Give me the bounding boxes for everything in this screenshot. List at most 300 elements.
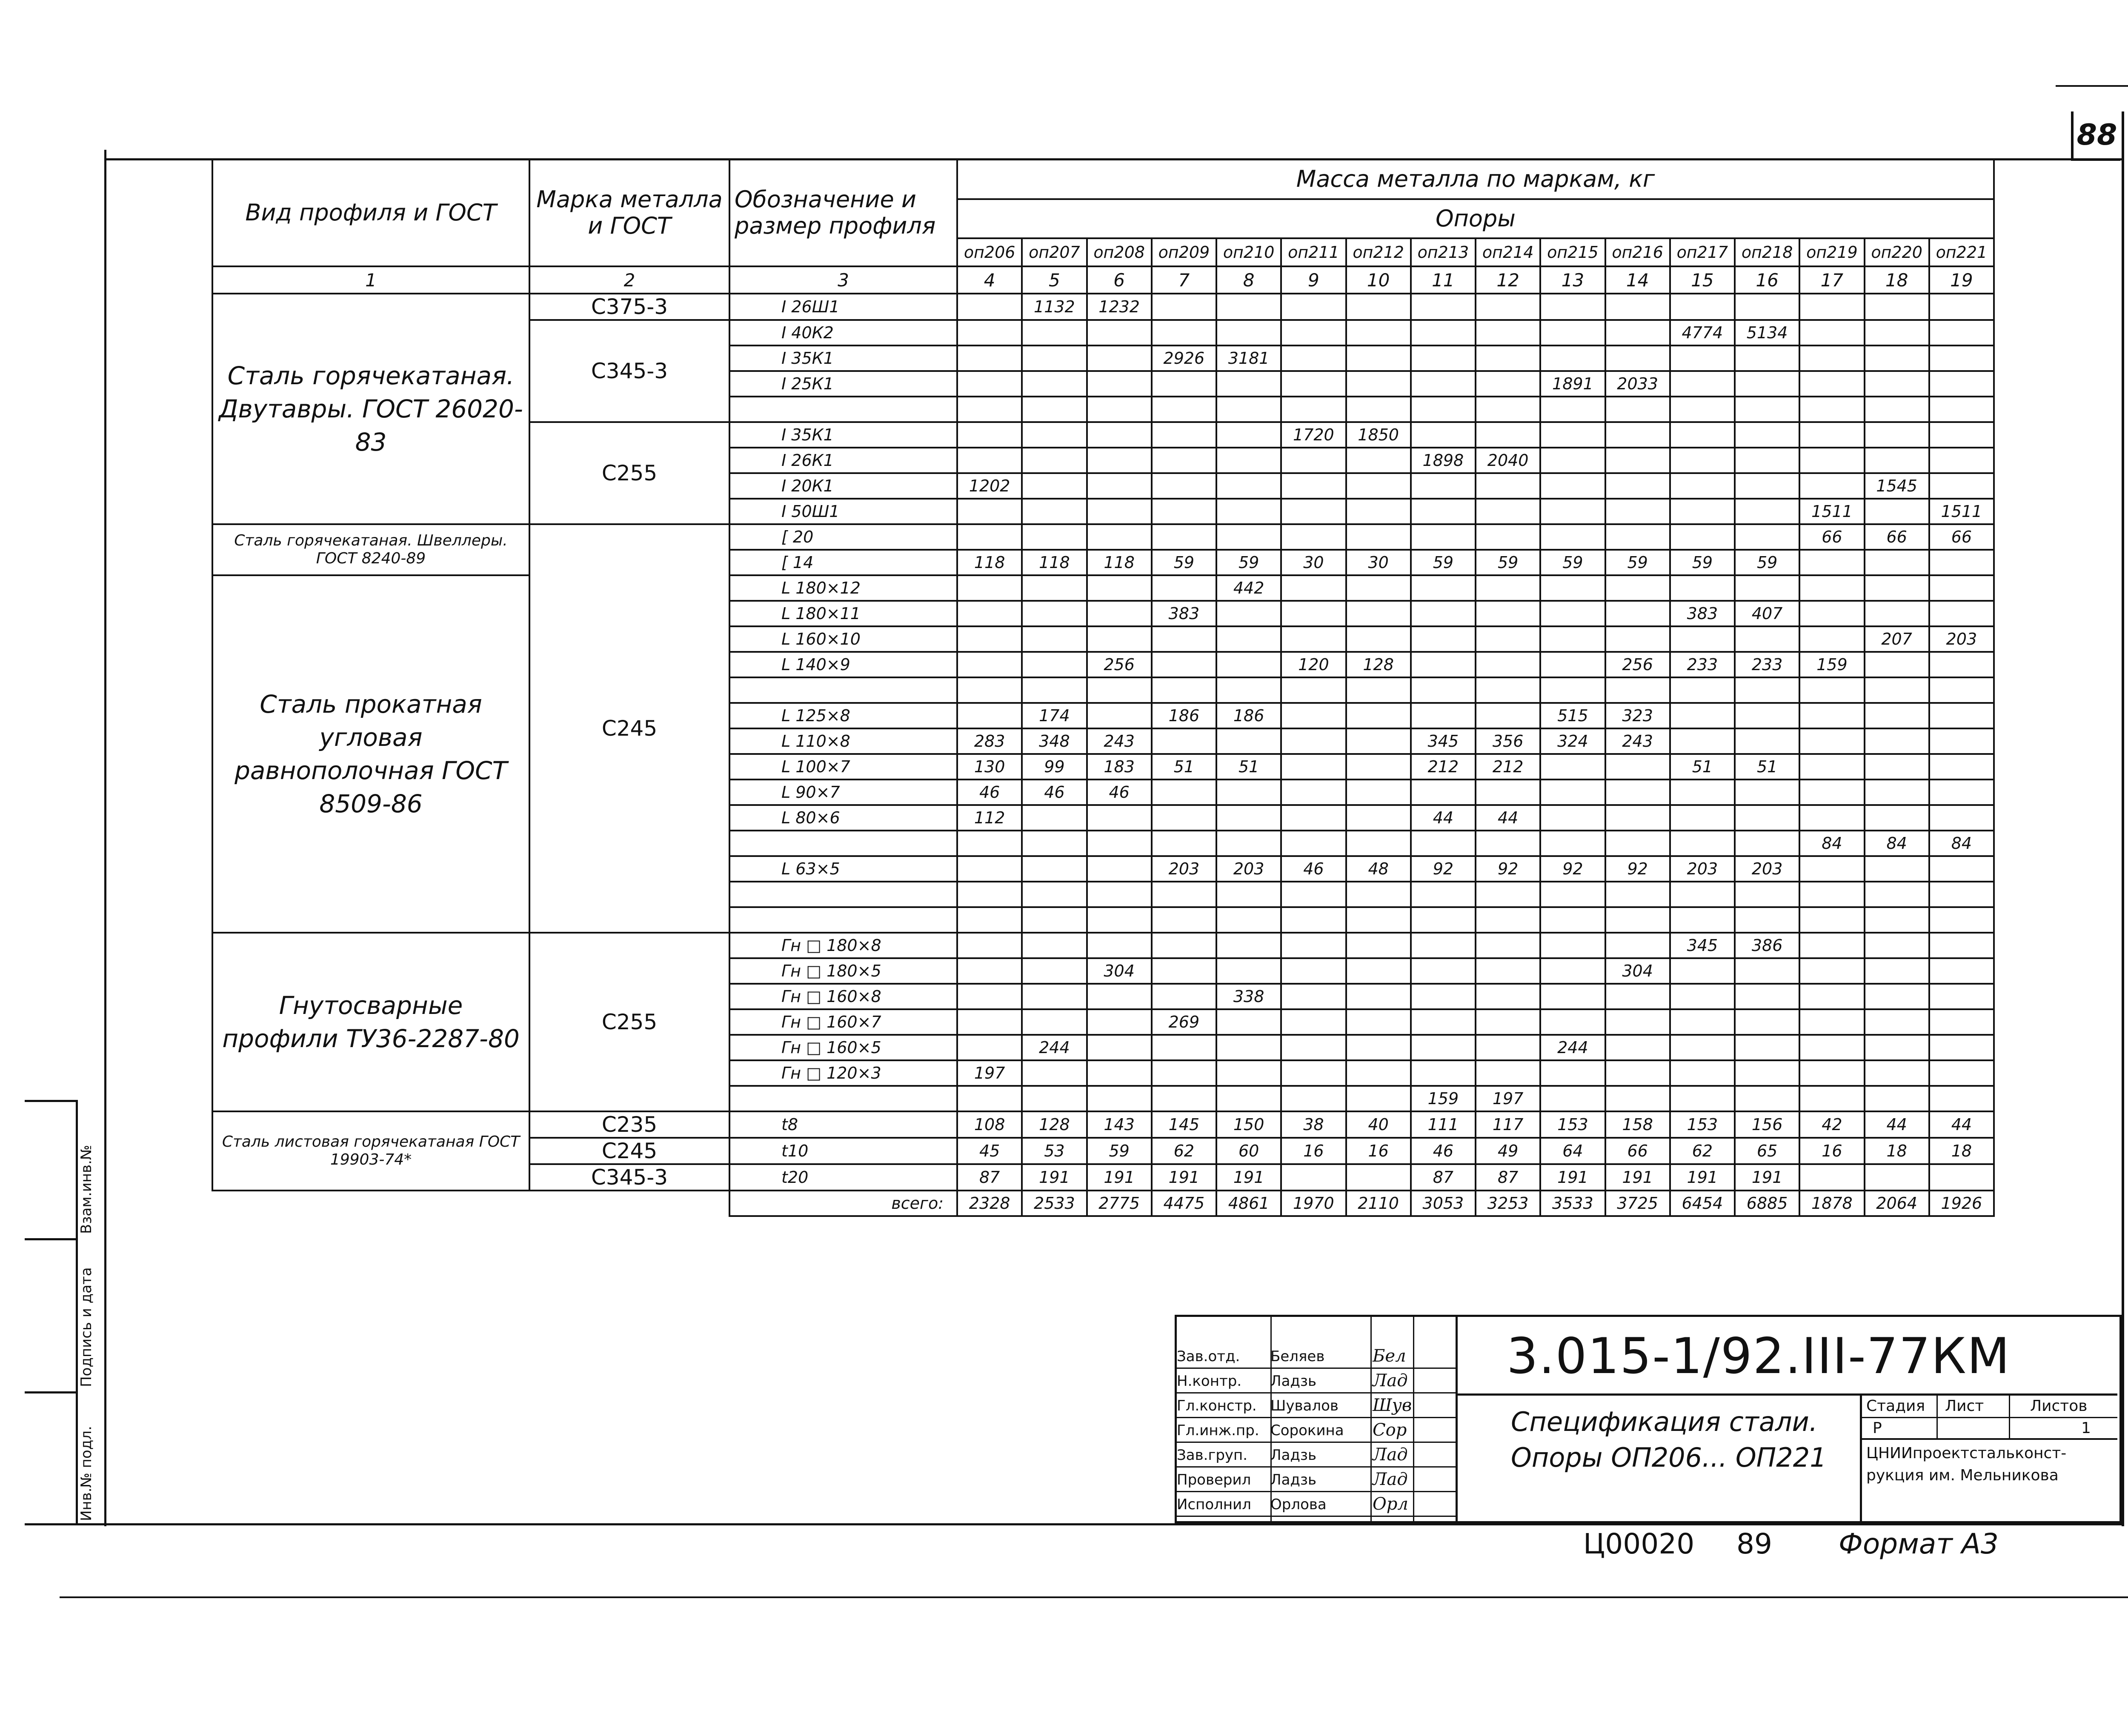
profile-size <box>729 882 957 907</box>
mass-value <box>1216 933 1281 958</box>
mass-value: 30 <box>1281 550 1346 575</box>
mass-value <box>1799 703 1864 728</box>
mass-value <box>1281 984 1346 1009</box>
mass-value: 66 <box>1865 524 1929 550</box>
paper-format: Формат А3 <box>1839 1528 1999 1560</box>
mass-value <box>1152 1035 1216 1060</box>
mass-value <box>957 958 1022 984</box>
mass-value <box>1022 677 1087 703</box>
mass-value <box>957 677 1022 703</box>
profile-size: t10 <box>729 1138 957 1164</box>
mass-value <box>1411 1060 1476 1086</box>
header-supports: Опоры <box>957 199 1994 238</box>
total-value: 3533 <box>1540 1191 1605 1216</box>
mass-value <box>1346 1086 1411 1111</box>
support-header: оп212 <box>1346 238 1411 266</box>
mass-value <box>1346 473 1411 499</box>
mass-value: 191 <box>1670 1164 1735 1191</box>
mass-value <box>1087 907 1152 933</box>
mass-value: 62 <box>1670 1138 1735 1164</box>
mass-value <box>1929 371 1994 397</box>
mass-value <box>1281 831 1346 856</box>
margin-sign: Подпись и дата <box>78 1267 95 1387</box>
mass-value <box>1540 907 1605 933</box>
mass-value <box>1540 933 1605 958</box>
mass-value: 38 <box>1281 1111 1346 1138</box>
mass-value: 324 <box>1540 728 1605 754</box>
mass-value <box>1087 575 1152 601</box>
mass-value <box>1411 524 1476 550</box>
mass-value <box>1735 626 1799 652</box>
mass-value: 112 <box>957 805 1022 831</box>
mass-value <box>1152 958 1216 984</box>
mass-value: 1898 <box>1411 448 1476 473</box>
mass-value <box>1735 422 1799 448</box>
mass-value <box>1865 984 1929 1009</box>
mass-value <box>1865 805 1929 831</box>
mass-value <box>1216 473 1281 499</box>
mass-value <box>1022 345 1087 371</box>
mass-value: 338 <box>1216 984 1281 1009</box>
signer-name: Ладзь <box>1270 1471 1317 1488</box>
mass-value <box>1216 907 1281 933</box>
mass-value: 130 <box>957 754 1022 779</box>
mass-value: 159 <box>1799 652 1864 677</box>
mass-value <box>1216 320 1281 345</box>
profile-size: I 20К1 <box>729 473 957 499</box>
mass-value <box>1216 626 1281 652</box>
mass-value: 44 <box>1476 805 1540 831</box>
mass-value <box>1087 371 1152 397</box>
mass-value <box>1670 294 1735 320</box>
mass-value <box>1799 907 1864 933</box>
mass-value <box>1281 448 1346 473</box>
mass-value <box>1865 703 1929 728</box>
mass-value: 40 <box>1346 1111 1411 1138</box>
mass-value <box>1670 1009 1735 1035</box>
signature: Лад <box>1373 1470 1408 1489</box>
mass-value <box>1670 882 1735 907</box>
mass-value <box>1865 856 1929 882</box>
mass-value: 158 <box>1605 1111 1670 1138</box>
mass-value <box>1540 882 1605 907</box>
total-value: 6885 <box>1735 1191 1799 1216</box>
mass-value <box>957 907 1022 933</box>
profile-size: L 80×6 <box>729 805 957 831</box>
mass-value <box>1735 805 1799 831</box>
profile-size: Гн □ 160×7 <box>729 1009 957 1035</box>
signature-row <box>1175 1369 1456 1393</box>
signer-name: Сорокина <box>1270 1422 1344 1439</box>
mass-value <box>1540 397 1605 422</box>
mass-value <box>1865 728 1929 754</box>
mass-value <box>1152 320 1216 345</box>
profile-size <box>729 1086 957 1111</box>
mass-value <box>1022 499 1087 524</box>
support-header: оп209 <box>1152 238 1216 266</box>
mass-value <box>1346 907 1411 933</box>
mass-value: 46 <box>1022 779 1087 805</box>
header-mass: Масса металла по маркам, кг <box>957 159 1994 199</box>
mass-value: 174 <box>1022 703 1087 728</box>
mass-value <box>1799 320 1864 345</box>
profile-group: Гнутосварные профили ТУ36-2287-80 <box>212 933 529 1111</box>
mass-value <box>1735 1086 1799 1111</box>
mass-value: 62 <box>1152 1138 1216 1164</box>
mass-value: 64 <box>1540 1138 1605 1164</box>
mass-value <box>1540 294 1605 320</box>
mass-value <box>1799 345 1864 371</box>
mass-value <box>1865 320 1929 345</box>
mass-value <box>1281 1009 1346 1035</box>
mass-value <box>1152 448 1216 473</box>
mass-value <box>1929 1035 1994 1060</box>
column-number: 17 <box>1799 266 1864 294</box>
mass-value <box>1411 831 1476 856</box>
mass-value <box>1476 626 1540 652</box>
mass-value <box>1022 1060 1087 1086</box>
mass-value <box>1865 601 1929 626</box>
mass-value: 515 <box>1540 703 1605 728</box>
mass-value <box>1152 831 1216 856</box>
steel-grade: С245 <box>529 1138 729 1164</box>
mass-value <box>1346 1035 1411 1060</box>
mass-value <box>1476 524 1540 550</box>
mass-value <box>1735 1060 1799 1086</box>
mass-value <box>1929 397 1994 422</box>
signature-row <box>1175 1345 1456 1369</box>
mass-value: 197 <box>1476 1086 1540 1111</box>
total-value: 2533 <box>1022 1191 1087 1216</box>
mass-value <box>1540 601 1605 626</box>
mass-value <box>1865 294 1929 320</box>
mass-value: 1720 <box>1281 422 1346 448</box>
mass-value <box>1605 626 1670 652</box>
mass-value <box>1735 1009 1799 1035</box>
mass-value <box>1152 677 1216 703</box>
mass-value <box>1087 856 1152 882</box>
profile-size <box>729 831 957 856</box>
mass-value <box>1735 882 1799 907</box>
mass-value: 203 <box>1929 626 1994 652</box>
mass-value <box>1476 601 1540 626</box>
mass-value <box>1411 1035 1476 1060</box>
mass-value <box>1799 779 1864 805</box>
mass-value <box>1281 1060 1346 1086</box>
mass-value <box>1346 499 1411 524</box>
mass-value <box>1087 677 1152 703</box>
support-header: оп217 <box>1670 238 1735 266</box>
mass-value <box>1865 397 1929 422</box>
mass-value <box>1411 652 1476 677</box>
mass-value <box>1735 294 1799 320</box>
mass-value <box>1411 294 1476 320</box>
signer-role: Зав.отд. <box>1177 1348 1240 1365</box>
mass-value <box>1216 652 1281 677</box>
mass-value <box>1735 345 1799 371</box>
column-number: 6 <box>1087 266 1152 294</box>
mass-value <box>1735 728 1799 754</box>
mass-value <box>1216 1035 1281 1060</box>
mass-value <box>1411 422 1476 448</box>
mass-value <box>1799 371 1864 397</box>
mass-value: 16 <box>1799 1138 1864 1164</box>
header-designation: Обозначение и размер профиля <box>729 159 957 266</box>
mass-value <box>1216 882 1281 907</box>
mass-value <box>1411 473 1476 499</box>
mass-value <box>1476 677 1540 703</box>
mass-value <box>1087 626 1152 652</box>
mass-value <box>1670 703 1735 728</box>
mass-value: 244 <box>1022 1035 1087 1060</box>
mass-value <box>1929 1060 1994 1086</box>
sheet-label: Лист <box>1945 1397 1984 1415</box>
cut-line-top <box>2056 85 2128 87</box>
mass-value <box>1281 703 1346 728</box>
mass-value: 191 <box>1087 1164 1152 1191</box>
mass-value <box>1735 984 1799 1009</box>
mass-value <box>1216 1009 1281 1035</box>
support-header: оп214 <box>1476 238 1540 266</box>
profile-size: L 180×12 <box>729 575 957 601</box>
mass-value <box>1476 652 1540 677</box>
mass-value <box>1087 320 1152 345</box>
profile-size: L 180×11 <box>729 601 957 626</box>
mass-value: 59 <box>1540 550 1605 575</box>
mass-value: 143 <box>1087 1111 1152 1138</box>
mass-value <box>1605 1086 1670 1111</box>
steel-grade: С345-3 <box>529 320 729 422</box>
mass-value: 1891 <box>1540 371 1605 397</box>
mass-value <box>1152 575 1216 601</box>
margin-vzam: Взам.инв.№ <box>78 1145 95 1234</box>
mass-value <box>1022 473 1087 499</box>
profile-size: I 35К1 <box>729 422 957 448</box>
total-label: всего: <box>729 1191 957 1216</box>
mass-value: 191 <box>1540 1164 1605 1191</box>
support-header: оп219 <box>1799 238 1864 266</box>
mass-value <box>1670 805 1735 831</box>
mass-value: 120 <box>1281 652 1346 677</box>
mass-value <box>1216 677 1281 703</box>
mass-value <box>1799 754 1864 779</box>
mass-value: 46 <box>957 779 1022 805</box>
mass-value <box>1087 1086 1152 1111</box>
mass-value: 1132 <box>1022 294 1087 320</box>
mass-value: 186 <box>1152 703 1216 728</box>
mass-value <box>1799 422 1864 448</box>
mass-value <box>1216 958 1281 984</box>
stage-label: Стадия <box>1866 1397 1925 1415</box>
mass-value <box>1346 831 1411 856</box>
signature: Лад <box>1373 1445 1408 1465</box>
mass-value <box>1087 805 1152 831</box>
mass-value <box>1476 422 1540 448</box>
mass-value <box>1346 754 1411 779</box>
mass-value <box>1670 575 1735 601</box>
mass-value <box>1281 1035 1346 1060</box>
mass-value: 59 <box>1216 550 1281 575</box>
mass-value <box>1670 473 1735 499</box>
mass-value <box>1799 550 1864 575</box>
mass-value <box>1152 294 1216 320</box>
mass-value: 46 <box>1411 1138 1476 1164</box>
column-number: 8 <box>1216 266 1281 294</box>
mass-value <box>957 1086 1022 1111</box>
mass-value <box>1411 601 1476 626</box>
mass-value <box>1540 779 1605 805</box>
mass-value <box>1670 499 1735 524</box>
mass-value <box>1152 805 1216 831</box>
mass-value <box>1411 933 1476 958</box>
mass-value <box>1216 294 1281 320</box>
mass-value <box>1476 831 1540 856</box>
mass-value: 1511 <box>1929 499 1994 524</box>
mass-value <box>1411 703 1476 728</box>
mass-value <box>1281 294 1346 320</box>
mass-value <box>1929 677 1994 703</box>
support-header: оп207 <box>1022 238 1087 266</box>
organization: ЦНИИпроектстальконст- рукция им. Мельникова <box>1866 1445 2067 1484</box>
mass-value <box>1411 984 1476 1009</box>
mass-value <box>1540 754 1605 779</box>
sheets-label: Листов <box>2030 1397 2088 1415</box>
mass-value: 1202 <box>957 473 1022 499</box>
mass-value <box>1605 1009 1670 1035</box>
column-number: 7 <box>1152 266 1216 294</box>
mass-value <box>957 831 1022 856</box>
header-mark: Марка металла и ГОСТ <box>529 159 729 266</box>
total-row <box>212 1191 1994 1216</box>
mass-value: 84 <box>1865 831 1929 856</box>
mass-value <box>1605 499 1670 524</box>
mass-value <box>1799 958 1864 984</box>
mass-value: 66 <box>1929 524 1994 550</box>
mass-value <box>1670 907 1735 933</box>
mass-value <box>1476 882 1540 907</box>
mass-value: 51 <box>1216 754 1281 779</box>
mass-value <box>1476 371 1540 397</box>
mass-value <box>1411 882 1476 907</box>
mass-value <box>1022 422 1087 448</box>
mass-value <box>1022 933 1087 958</box>
signer-role: Гл.констр. <box>1177 1397 1257 1414</box>
support-header: оп211 <box>1281 238 1346 266</box>
mass-value <box>1022 805 1087 831</box>
sheets-value: 1 <box>2081 1419 2091 1437</box>
total-value: 4475 <box>1152 1191 1216 1216</box>
mass-value <box>1152 626 1216 652</box>
mass-value <box>1929 779 1994 805</box>
mass-value <box>957 345 1022 371</box>
mass-value <box>1476 703 1540 728</box>
mass-value: 304 <box>1605 958 1670 984</box>
mass-value: 16 <box>1346 1138 1411 1164</box>
mass-value <box>1735 575 1799 601</box>
mass-value: 156 <box>1735 1111 1799 1138</box>
mass-value <box>957 575 1022 601</box>
mass-value: 304 <box>1087 958 1152 984</box>
mass-value <box>1540 831 1605 856</box>
mass-value <box>1087 499 1152 524</box>
mass-value <box>1281 907 1346 933</box>
mass-value <box>1411 397 1476 422</box>
mass-value <box>1540 958 1605 984</box>
mass-value <box>1799 677 1864 703</box>
mass-value <box>1411 371 1476 397</box>
mass-value: 153 <box>1670 1111 1735 1138</box>
mass-value <box>1087 524 1152 550</box>
mass-value <box>1799 1086 1864 1111</box>
mass-value <box>1411 575 1476 601</box>
mass-value <box>1865 1086 1929 1111</box>
mass-value <box>957 652 1022 677</box>
signer-role: Гл.инж.пр. <box>1177 1422 1259 1439</box>
signature: Бел <box>1373 1346 1406 1366</box>
mass-value <box>1022 831 1087 856</box>
mass-value: 203 <box>1670 856 1735 882</box>
mass-value <box>1735 1035 1799 1060</box>
mass-value <box>1216 601 1281 626</box>
mass-value <box>1346 1164 1411 1191</box>
mass-value <box>1540 473 1605 499</box>
profile-size: t8 <box>729 1111 957 1138</box>
mass-value: 283 <box>957 728 1022 754</box>
mass-value <box>1670 371 1735 397</box>
mass-value: 66 <box>1605 1138 1670 1164</box>
mass-value <box>1087 882 1152 907</box>
mass-value <box>1929 652 1994 677</box>
mass-value <box>1216 371 1281 397</box>
mass-value <box>1540 320 1605 345</box>
mass-value: 59 <box>1605 550 1670 575</box>
mass-value <box>1022 320 1087 345</box>
support-header: оп210 <box>1216 238 1281 266</box>
mass-value <box>1865 422 1929 448</box>
mass-value <box>1152 473 1216 499</box>
mass-value: 1511 <box>1799 499 1864 524</box>
mass-value <box>1281 728 1346 754</box>
mass-value <box>1670 728 1735 754</box>
total-value: 3725 <box>1605 1191 1670 1216</box>
mass-value: 44 <box>1929 1111 1994 1138</box>
mass-value <box>1087 831 1152 856</box>
mass-value <box>1346 933 1411 958</box>
mass-value <box>1540 422 1605 448</box>
mass-value: 59 <box>1476 550 1540 575</box>
mass-value <box>957 422 1022 448</box>
mass-value <box>1540 345 1605 371</box>
mass-value <box>1670 524 1735 550</box>
mass-value <box>1346 1009 1411 1035</box>
mass-value <box>1540 1086 1605 1111</box>
column-number: 4 <box>957 266 1022 294</box>
profile-group: Сталь горячекатаная. Швеллеры. ГОСТ 8240-89 <box>212 524 529 575</box>
support-header: оп221 <box>1929 238 1994 266</box>
mass-value <box>1735 397 1799 422</box>
mass-value <box>1865 933 1929 958</box>
mass-value <box>1929 984 1994 1009</box>
mass-value <box>1929 473 1994 499</box>
mass-value: 203 <box>1216 856 1281 882</box>
mass-value <box>1281 371 1346 397</box>
mass-value <box>1411 499 1476 524</box>
mass-value <box>1411 320 1476 345</box>
mass-value <box>1281 933 1346 958</box>
profile-group: Сталь горячекатаная. Двутавры. ГОСТ 26020-83 <box>212 294 529 524</box>
mass-value <box>1281 958 1346 984</box>
mass-value <box>1929 856 1994 882</box>
